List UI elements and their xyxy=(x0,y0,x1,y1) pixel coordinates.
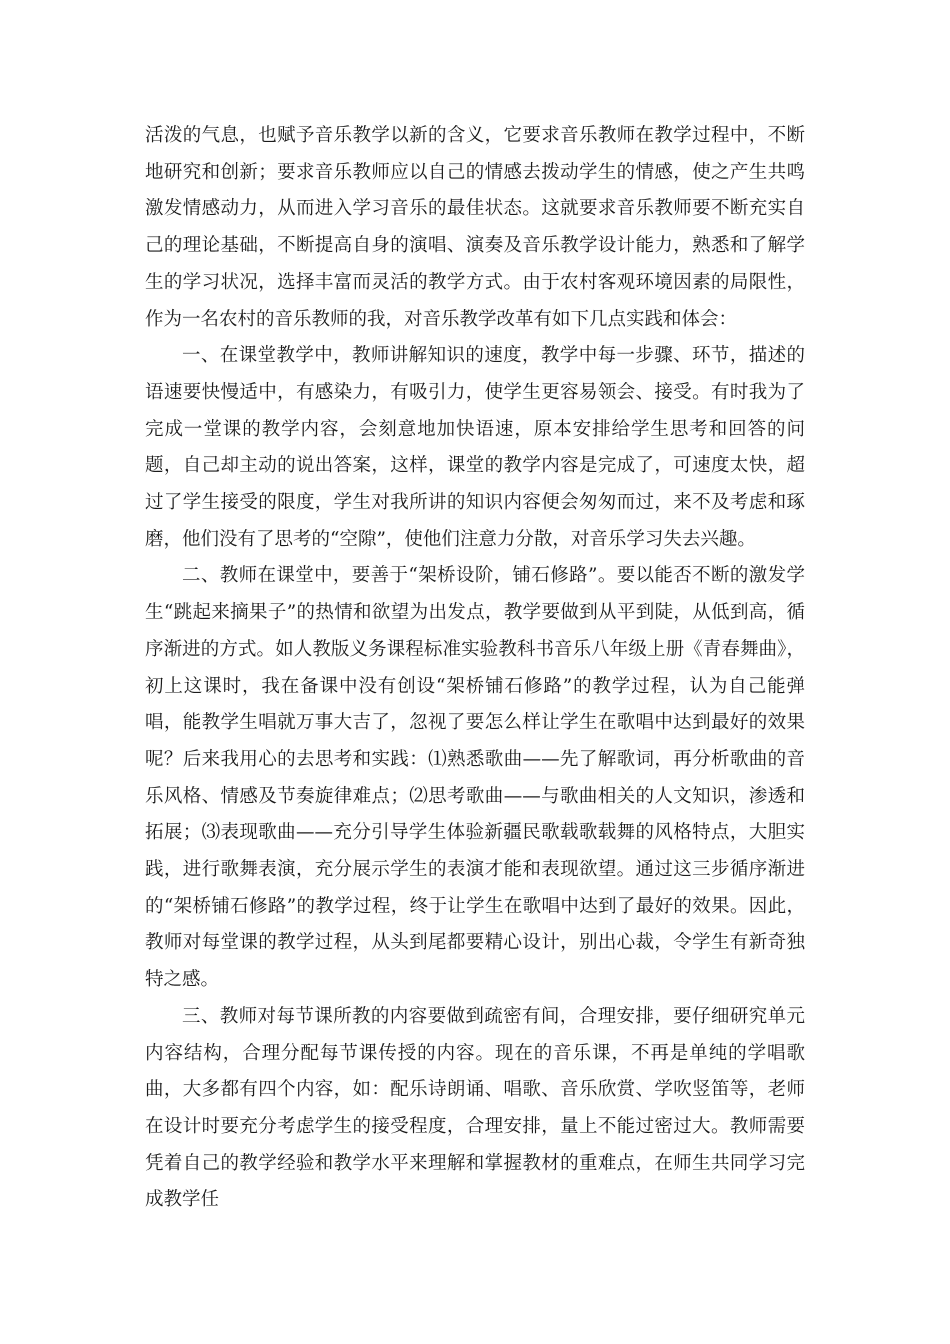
paragraph-point-one: 一、在课堂教学中，教师讲解知识的速度，教学中每一步骤、环节，描述的语速要快慢适中，有感染力，有吸引力，使学生更容易领会、接受。有时我为了完成一堂课的教学内容，会刻意地加快语速，原本安排给学生思考和回答的问题，自己却主动的说出答案，这样，课堂的教学内容是完成了，可速度太快，超过了学生接受的限度，学生对我所讲的知识内容便会匆匆而过，来不及考虑和琢磨，他们没有了思考的“空隙”，使他们注意力分散，对音乐学习失去兴趣。 xyxy=(145,345,805,550)
paragraph-point-two: 二、教师在课堂中，要善于“架桥设阶，铺石修路”。要以能否不断的激发学生“跳起来摘果子”的热情和欲望为出发点，教学要做到从平到陡，从低到高，循序渐进的方式。如人教版义务课程标准实验教科书音乐八年级上册《青春舞曲》，初上这课时，我在备课中没有创设“架桥铺石修路”的教学过程，认为自己能弹唱，能教学生唱就万事大吉了，忽视了要怎么样让学生在歌唱中达到最好的效果呢？后来我用心的去思考和实践：⑴熟悉歌曲——先了解歌词，再分析歌曲的音乐风格、情感及节奏旋律难点；⑵思考歌曲——与歌曲相关的人文知识，渗透和拓展；⑶表现歌曲——充分引导学生体验新疆民歌载歌载舞的风格特点，大胆实践，进行歌舞表演，充分展示学生的表演才能和表现欲望。通过这三步循序渐进的“架桥铺石修路”的教学过程，终于让学生在歌唱中达到了最好的效果。因此，教师对每堂课的教学过程，从头到尾都要精心设计，别出心裁，令学生有新奇独特之感。 xyxy=(145,565,805,991)
body-text xyxy=(145,118,805,1219)
paragraph-point-three: 三、教师对每节课所教的内容要做到疏密有间，合理安排，要仔细研究单元内容结构，合理分配每节课传授的内容。现在的音乐课，不再是单纯的学唱歌曲，大多都有四个内容，如：配乐诗朗诵、唱歌、音乐欣赏、学吹竖笛等，老师在设计时要充分考虑学生的接受程度，合理安排，量上不能过密过大。教师需要凭着自己的教学经验和教学水平来理解和掌握教材的重难点，在师生共同学习完成教学任 xyxy=(145,1005,805,1211)
paragraph-intro: 活泼的气息，也赋予音乐教学以新的含义，它要求音乐教师在教学过程中，不断地研究和创新；要求音乐教师应以自己的情感去拨动学生的情感，使之产生共鸣激发情感动力，从而进入学习音乐的最佳状态。这就要求音乐教师要不断充实自己的理论基础，不断提高自身的演唱、演奏及音乐教学设计能力，熟悉和了解学生的学习状况，选择丰富而灵活的教学方式。由于农村客观环境因素的局限性，作为一名农村的音乐教师的我，对音乐教学改革有如下几点实践和体会： xyxy=(145,125,805,330)
